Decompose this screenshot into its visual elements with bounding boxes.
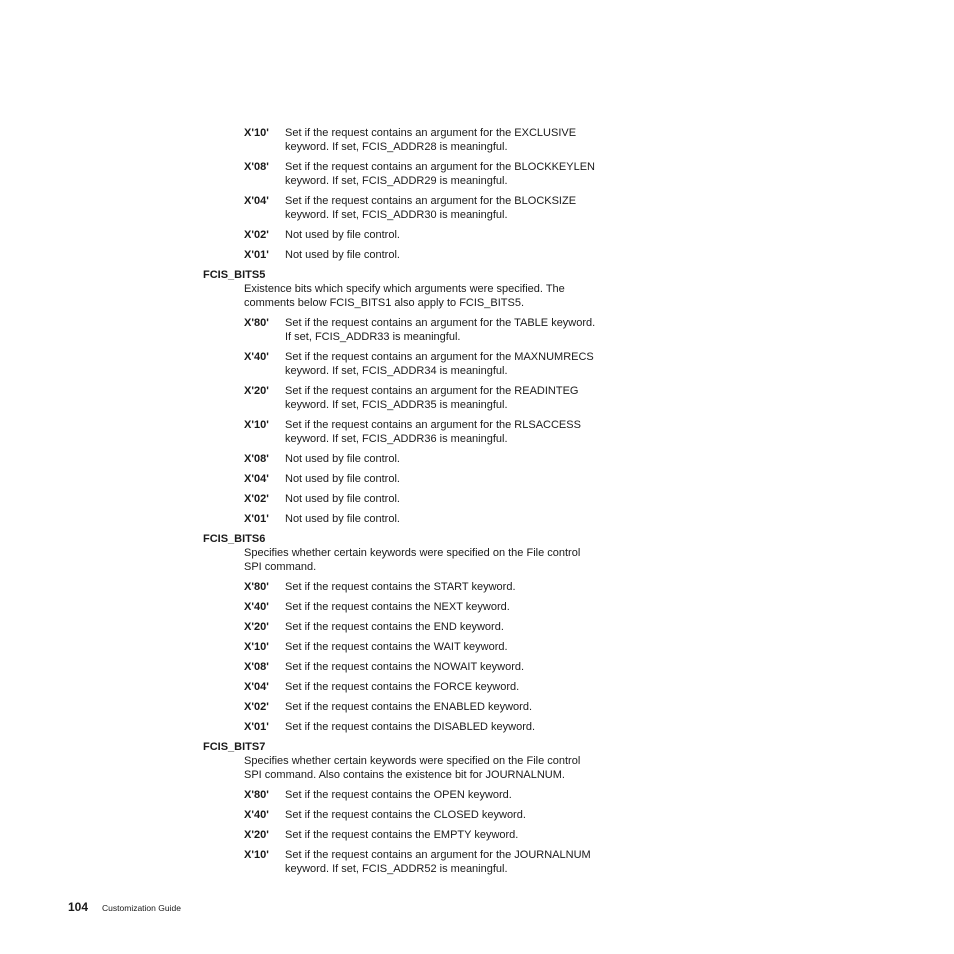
text-line: Set if the request contains the OPEN keyword. bbox=[285, 789, 512, 801]
field-description bbox=[203, 754, 643, 782]
text-line: Set if the request contains an argument for the MAXNUMRECS bbox=[285, 351, 594, 363]
text-line: keyword. If set, FCIS_ADDR35 is meaningful. bbox=[285, 399, 508, 411]
bit-code: X'02' bbox=[244, 493, 269, 505]
text-line: Not used by file control. bbox=[285, 493, 400, 505]
text-line: Set if the request contains an argument for the EXCLUSIVE bbox=[285, 127, 577, 139]
text-line: Not used by file control. bbox=[285, 513, 400, 525]
text-line: Set if the request contains the WAIT keyword. bbox=[285, 641, 508, 653]
text-line: Set if the request contains an argument for the TABLE keyword. bbox=[285, 317, 596, 329]
bit-entry bbox=[203, 472, 643, 486]
bit-code: X'08' bbox=[244, 661, 269, 673]
bit-entry bbox=[203, 160, 643, 188]
field-section bbox=[203, 532, 643, 734]
text-line: SPI command. Also contains the existence bit for JOURNALNUM. bbox=[244, 769, 565, 781]
text-line: Set if the request contains the EMPTY keyword. bbox=[285, 829, 519, 841]
field-description bbox=[203, 546, 643, 574]
field-description bbox=[203, 282, 643, 310]
bit-entry bbox=[203, 808, 643, 822]
text-line: comments below FCIS_BITS1 also apply to FCIS_BITS5. bbox=[244, 297, 525, 309]
bit-code: X'04' bbox=[244, 195, 269, 207]
bit-description bbox=[285, 452, 643, 466]
field-name: FCIS_BITS7 bbox=[203, 741, 266, 753]
bit-entry bbox=[203, 720, 643, 734]
bit-entry bbox=[203, 580, 643, 594]
bit-entry bbox=[203, 600, 643, 614]
text-line: Specifies whether certain keywords were specified on the File control bbox=[244, 755, 581, 767]
bit-code: X'40' bbox=[244, 601, 269, 613]
text-line: Set if the request contains an argument for the BLOCKSIZE bbox=[285, 195, 577, 207]
bit-code: X'02' bbox=[244, 229, 269, 241]
text-line: Not used by file control. bbox=[285, 229, 400, 241]
bit-code: X'40' bbox=[244, 351, 269, 363]
bit-entry bbox=[203, 680, 643, 694]
bit-code: X'01' bbox=[244, 249, 269, 261]
bit-code: X'80' bbox=[244, 789, 269, 801]
text-line: Set if the request contains the NEXT keyword. bbox=[285, 601, 510, 613]
bit-code: X'10' bbox=[244, 849, 269, 861]
bit-entry bbox=[203, 788, 643, 802]
bit-description bbox=[285, 126, 643, 154]
bit-entry bbox=[203, 640, 643, 654]
text-line: keyword. If set, FCIS_ADDR30 is meaningful. bbox=[285, 209, 508, 221]
bit-description bbox=[285, 620, 643, 634]
bit-code: X'80' bbox=[244, 581, 269, 593]
text-line: Set if the request contains an argument for the BLOCKKEYLEN bbox=[285, 161, 596, 173]
text-line: SPI command. bbox=[244, 561, 317, 573]
bit-description bbox=[285, 828, 643, 842]
bit-description bbox=[285, 418, 643, 446]
bit-code: X'10' bbox=[244, 641, 269, 653]
bit-code: X'80' bbox=[244, 317, 269, 329]
bit-description bbox=[285, 808, 643, 822]
text-line: Not used by file control. bbox=[285, 453, 400, 465]
field-section bbox=[203, 740, 643, 876]
bit-code: X'04' bbox=[244, 473, 269, 485]
bit-description bbox=[285, 640, 643, 654]
bit-entry bbox=[203, 316, 643, 344]
bit-description bbox=[285, 720, 643, 734]
bit-description bbox=[285, 700, 643, 714]
bit-code: X'20' bbox=[244, 621, 269, 633]
bit-entry bbox=[203, 700, 643, 714]
bit-entry bbox=[203, 828, 643, 842]
text-line: Not used by file control. bbox=[285, 473, 400, 485]
bit-description bbox=[285, 600, 643, 614]
bit-description bbox=[285, 580, 643, 594]
bit-entry bbox=[203, 194, 643, 222]
text-line: keyword. If set, FCIS_ADDR34 is meaningful. bbox=[285, 365, 508, 377]
bit-entry bbox=[203, 126, 643, 154]
bit-description bbox=[285, 384, 643, 412]
text-line: Set if the request contains the DISABLED keyword. bbox=[285, 721, 536, 733]
text-line: keyword. If set, FCIS_ADDR36 is meaningful. bbox=[285, 433, 508, 445]
text-line: If set, FCIS_ADDR33 is meaningful. bbox=[285, 331, 461, 343]
bit-entry bbox=[203, 492, 643, 506]
bit-code: X'01' bbox=[244, 513, 269, 525]
bit-code: X'40' bbox=[244, 809, 269, 821]
bit-entry bbox=[203, 452, 643, 466]
bit-description bbox=[285, 160, 643, 188]
field-name: FCIS_BITS6 bbox=[203, 533, 266, 545]
bit-description bbox=[285, 848, 643, 876]
bit-description bbox=[285, 194, 643, 222]
text-line: Set if the request contains the START keyword. bbox=[285, 581, 516, 593]
bit-entry bbox=[203, 350, 643, 378]
bit-entry bbox=[203, 660, 643, 674]
bit-code: X'20' bbox=[244, 385, 269, 397]
guide-title: Customization Guide bbox=[102, 903, 181, 913]
text-line: Existence bits which specify which arguments were specified. The bbox=[244, 283, 565, 295]
bit-code: X'08' bbox=[244, 161, 269, 173]
text-line: Set if the request contains an argument for the JOURNALNUM bbox=[285, 849, 591, 861]
text-line: keyword. If set, FCIS_ADDR29 is meaningful. bbox=[285, 175, 508, 187]
bit-code: X'02' bbox=[244, 701, 269, 713]
bit-code: X'10' bbox=[244, 419, 269, 431]
bit-description bbox=[285, 316, 643, 344]
bit-entry bbox=[203, 228, 643, 242]
text-line: Set if the request contains the END keyword. bbox=[285, 621, 504, 633]
text-line: Set if the request contains an argument for the READINTEG bbox=[285, 385, 579, 397]
bit-code: X'10' bbox=[244, 127, 269, 139]
text-line: Set if the request contains the CLOSED keyword. bbox=[285, 809, 526, 821]
bit-description bbox=[285, 512, 643, 526]
bit-entry bbox=[203, 512, 643, 526]
bit-entry bbox=[203, 620, 643, 634]
page-footer bbox=[68, 900, 181, 915]
bit-entry bbox=[203, 418, 643, 446]
bit-entry bbox=[203, 848, 643, 876]
text-line: keyword. If set, FCIS_ADDR28 is meaningful. bbox=[285, 141, 508, 153]
bit-description bbox=[285, 492, 643, 506]
text-line: Set if the request contains the ENABLED keyword. bbox=[285, 701, 533, 713]
field-section bbox=[203, 268, 643, 526]
text-line: Set if the request contains an argument for the RLSACCESS bbox=[285, 419, 581, 431]
bit-description bbox=[285, 660, 643, 674]
bit-description bbox=[285, 350, 643, 378]
field-name: FCIS_BITS5 bbox=[203, 269, 266, 281]
bit-entry bbox=[203, 384, 643, 412]
bit-code: X'01' bbox=[244, 721, 269, 733]
bit-description bbox=[285, 788, 643, 802]
text-line: Specifies whether certain keywords were specified on the File control bbox=[244, 547, 581, 559]
bit-code: X'04' bbox=[244, 681, 269, 693]
bit-entry bbox=[203, 248, 643, 262]
text-line: Set if the request contains the FORCE keyword. bbox=[285, 681, 520, 693]
bit-description bbox=[285, 228, 643, 242]
page-number: 104 bbox=[68, 900, 89, 914]
text-line: Not used by file control. bbox=[285, 249, 400, 261]
bit-description bbox=[285, 248, 643, 262]
document-body bbox=[203, 126, 643, 882]
bit-code: X'20' bbox=[244, 829, 269, 841]
bit-code: X'08' bbox=[244, 453, 269, 465]
text-line: Set if the request contains the NOWAIT keyword. bbox=[285, 661, 525, 673]
bit-description bbox=[285, 472, 643, 486]
bit-description bbox=[285, 680, 643, 694]
text-line: keyword. If set, FCIS_ADDR52 is meaningful. bbox=[285, 863, 508, 875]
